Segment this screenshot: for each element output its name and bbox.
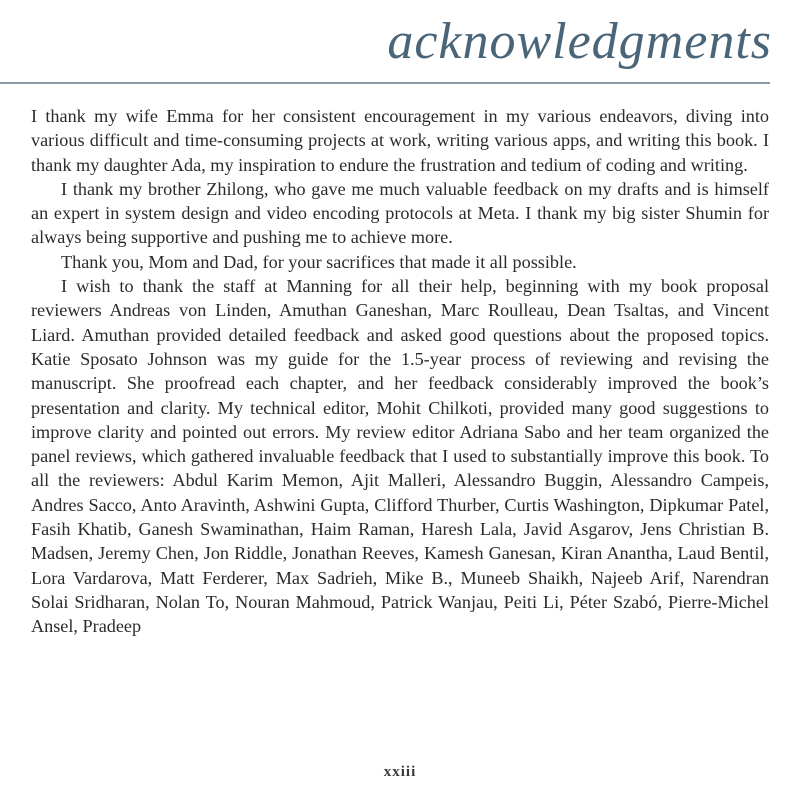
paragraph: I wish to thank the staff at Manning for all their help, beginning with my book proposal reviewers Andreas von Linden, Amuthan Ganeshan, Marc Roulleau, Dean Tsaltas, and Vincent Liard. Amuthan provided detailed feedback and asked good questions about the proposed topics. Katie Sposato Johnson was my guide for the 1.5-year process of reviewing and revising the manuscript. She proofread each chapter, and her feedback considerably improved the book’s presentation and clarity. My technical editor, Mohit Chilkoti, provided many good suggestions to improve clarity and pointed out errors. My review editor Adriana Sabo and her team organized the panel reviews, which gathered invaluable feedback that I used to substantially improve this book. To all the reviewers: Abdul Karim Memon, Ajit Malleri, Alessandro Buggin, Alessandro Campeis, Andres Sacco, Anto Aravinth, Ashwini Gupta, Clifford Thurber, Curtis Washington, Dipkumar Patel, Fasih Khatib, Ganesh Swaminathan, Haim Raman, Haresh Lala, Javid Asgarov, Jens Christian B. Madsen, Jeremy Chen, Jon Riddle, Jonathan Reeves, Kamesh Ganesan, Kiran Anantha, Laud Bentil, Lora Vardarova, Matt Ferderer, Max Sadrieh, Mike B., Muneeb Shaikh, Najeeb Arif, Narendran Solai Sridharan, Nolan To, Nouran Mahmoud, Patrick Wanjau, Peiti Li, Péter Szabó, Pierre-Michel Ansel, Pradeep — [31, 276, 769, 637]
body-text — [31, 104, 769, 639]
paragraph: Thank you, Mom and Dad, for your sacrifices that made it all possible. — [61, 251, 577, 272]
page-number: xxiii — [383, 764, 417, 780]
page-title: acknowledgments — [387, 13, 772, 70]
paragraph: I thank my wife Emma for her consistent encouragement in my various endeavors, diving into various difficult and time-consuming projects at work, writing various apps, and writing this book. I thank my daughter Ada, my inspiration to endure the frustration and tedium of coding and writing. — [31, 106, 769, 175]
paragraph: I thank my brother Zhilong, who gave me much valuable feedback on my drafts and is himself an expert in system design and video encoding protocols at Meta. I thank my big sister Shumin for always being supportive and pushing me to achieve more. — [31, 178, 769, 248]
heading-rule — [0, 82, 770, 84]
